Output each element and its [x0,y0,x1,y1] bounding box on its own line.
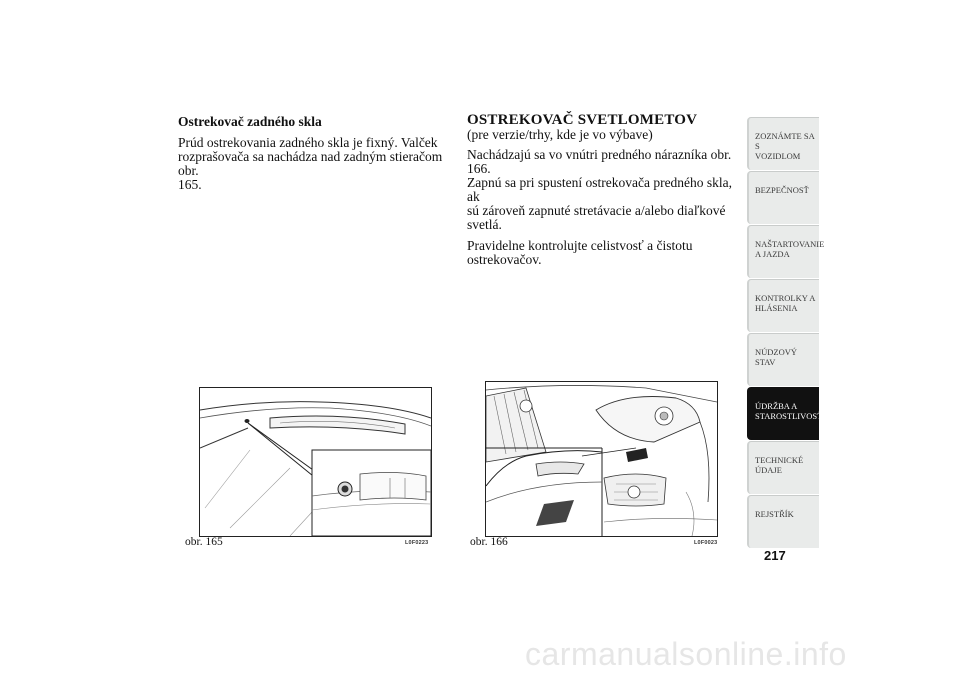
figure-caption: obr. 165 [185,536,223,548]
text-line: ostrekovačov. [467,252,542,267]
tab-label: BEZPEČNOSŤ [755,185,809,195]
rear-washer-heading: Ostrekovač zadného skla [178,114,322,129]
right-column [467,113,737,274]
text-line: Pravidelne kontrolujte celistvosť a čistotu [467,238,693,253]
watermark-text: carmanualsonline.info [525,636,847,672]
tab-label: A JAZDA [755,249,790,259]
rear-washer-drawing [200,388,431,536]
chapter-tab-warnings[interactable] [747,279,819,332]
chapter-tab-index[interactable] [747,495,819,548]
headlight-washer-heading: OSTREKOVAČ SVETLOMETOV [467,112,698,128]
headlight-washer-drawing [486,382,717,536]
chapter-tab-maintenance[interactable] [747,387,823,440]
chapter-sidebar [747,117,825,549]
tab-label: TECHNICKÉ [755,455,804,465]
rear-washer-illustration [199,387,432,537]
text-line: 165. [178,177,202,192]
text-line: rozprašovača sa nachádza nad zadným stieračom obr. [178,149,443,178]
tab-label: HLÁSENIA [755,303,798,313]
figure-caption: obr. 166 [470,536,508,548]
headlight-washer-paragraph-1 [467,148,737,232]
chapter-tab-emergency[interactable] [747,333,819,386]
tab-label: NÚDZOVÝ STAV [755,347,798,367]
headlight-washer-paragraph-2 [467,239,737,267]
chapter-tab-technical[interactable] [747,441,819,494]
chapter-tab-starting[interactable] [747,225,825,278]
tab-label: REJSTŘÍK [755,509,794,519]
tab-label: KONTROLKY A [755,293,816,303]
text-line: Prúd ostrekovania zadného skla je fixný. Valček [178,135,438,150]
headlight-washer-illustration [485,381,718,537]
chapter-tab-safety[interactable] [747,171,819,224]
figure-code: L0F0023 [694,540,718,546]
text-line: Zapnú sa pri spustení ostrekovača predného skla, ak [467,175,733,204]
tab-label: VOZIDLOM [755,151,801,161]
figure-code: L0F0223 [405,540,429,546]
text-line: sú zároveň zapnuté stretávacie a/alebo diaľkové svetlá. [467,203,726,232]
left-column [178,115,444,199]
tab-label: ÚDAJE [755,465,782,475]
headlight-washer-subheading: (pre verzie/trhy, kde je vo výbave) [467,127,653,142]
tab-label: NAŠTARTOVANIE [755,239,825,249]
rear-washer-paragraph [178,136,444,192]
tab-label: ZOZNÁMTE SA S [755,131,815,151]
chapter-tab-intro[interactable] [747,117,819,170]
tab-label: ÚDRŽBA A [755,401,798,411]
page-number: 217 [764,548,786,563]
text-line: Nachádzajú sa vo vnútri predného nárazníka obr. 166. [467,147,732,176]
tab-label: STAROSTLIVOSŤ [755,411,823,421]
